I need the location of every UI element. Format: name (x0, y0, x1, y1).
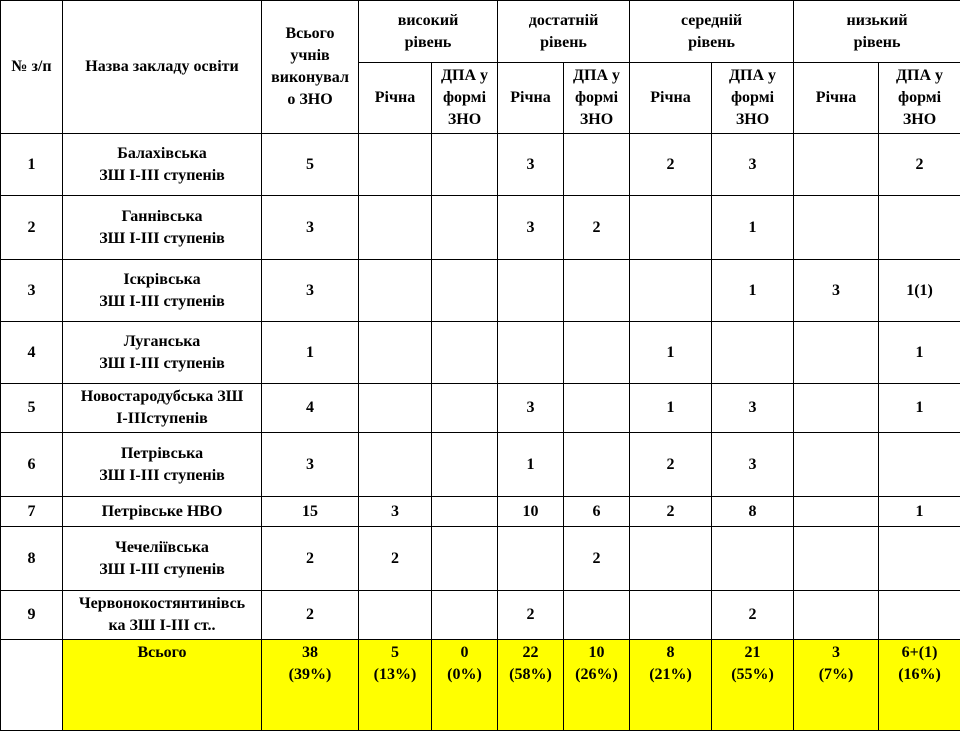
cell-sufficient-dpa: 6 (564, 497, 630, 527)
cell-total-students: 1 (262, 322, 359, 384)
school-name (63, 384, 262, 433)
school-name-line: Балахівська (65, 143, 259, 165)
school-name-line: ЗШ І-ІІІ ступенів (65, 465, 259, 487)
total-row-blank (1, 640, 63, 731)
cell-medium-dpa: 3 (712, 134, 794, 196)
cell-low-annual (794, 527, 879, 591)
subheader-dpa (564, 63, 630, 134)
total-cell-low-annual (794, 640, 879, 731)
cell-high-dpa (432, 433, 498, 497)
cell-medium-dpa (712, 322, 794, 384)
total-cell-line: 6+(1) (881, 642, 958, 664)
cell-high-dpa (432, 260, 498, 322)
cell-sufficient-annual (498, 322, 564, 384)
cell-medium-annual: 2 (630, 134, 712, 196)
total-cell-high-dpa (432, 640, 498, 731)
cell-total-students: 2 (262, 591, 359, 640)
row-number: 9 (1, 591, 63, 640)
subheader-dpa-line: ЗНО (434, 109, 495, 131)
cell-high-annual: 3 (359, 497, 432, 527)
cell-sufficient-dpa (564, 260, 630, 322)
school-name-line: І-ІІІступенів (65, 408, 259, 430)
cell-medium-annual (630, 591, 712, 640)
school-name-line: Луганська (65, 331, 259, 353)
cell-total-students: 4 (262, 384, 359, 433)
total-cell-line: (13%) (361, 664, 429, 686)
cell-low-dpa (879, 527, 960, 591)
row-number: 7 (1, 497, 63, 527)
table-row (1, 497, 960, 527)
subheader-dpa-line: формі (714, 87, 791, 109)
subheader-dpa-line: ДПА у (714, 65, 791, 87)
table-row (1, 527, 960, 591)
total-cell-line: (58%) (500, 664, 561, 686)
table-row (1, 322, 960, 384)
school-name (63, 196, 262, 260)
total-cell-line: 5 (361, 642, 429, 664)
school-name-line: Іскрівська (65, 269, 259, 291)
subheader-dpa-line: ЗНО (566, 109, 627, 131)
header-total-line: о ЗНО (264, 89, 356, 111)
total-cell-high-annual (359, 640, 432, 731)
cell-sufficient-annual: 2 (498, 591, 564, 640)
cell-sufficient-annual: 3 (498, 196, 564, 260)
subheader-annual: Річна (498, 63, 564, 134)
table-row (1, 591, 960, 640)
cell-low-dpa: 1 (879, 322, 960, 384)
total-label: Всього (63, 640, 262, 731)
cell-sufficient-annual: 1 (498, 433, 564, 497)
total-cell-medium-dpa (712, 640, 794, 731)
cell-medium-dpa: 2 (712, 591, 794, 640)
total-cell-line: 22 (500, 642, 561, 664)
header-level-line: високий (361, 10, 495, 32)
table-row (1, 134, 960, 196)
total-cell-line: (39%) (264, 664, 356, 686)
cell-sufficient-dpa (564, 384, 630, 433)
cell-high-annual (359, 591, 432, 640)
cell-medium-annual (630, 527, 712, 591)
cell-high-annual (359, 260, 432, 322)
total-cell-line: (0%) (434, 664, 495, 686)
row-number: 5 (1, 384, 63, 433)
cell-sufficient-dpa (564, 134, 630, 196)
cell-low-annual: 3 (794, 260, 879, 322)
school-name (63, 322, 262, 384)
header-level-line: рівень (361, 32, 495, 54)
cell-low-annual (794, 322, 879, 384)
table-row (1, 196, 960, 260)
table-row (1, 260, 960, 322)
cell-medium-annual: 1 (630, 322, 712, 384)
header-total-line: учнів (264, 45, 356, 67)
cell-medium-dpa: 3 (712, 384, 794, 433)
total-cell-line: 3 (796, 642, 876, 664)
cell-low-annual (794, 433, 879, 497)
cell-medium-dpa (712, 527, 794, 591)
total-cell-line: (7%) (796, 664, 876, 686)
cell-sufficient-annual (498, 260, 564, 322)
cell-low-annual (794, 497, 879, 527)
school-name-line: ка ЗШ І-ІІІ ст.. (65, 615, 259, 637)
header-level-low (794, 1, 960, 63)
subheader-dpa-line: ДПА у (881, 65, 958, 87)
header-total-students (262, 1, 359, 134)
header-level-line: середній (632, 10, 791, 32)
cell-medium-annual: 2 (630, 497, 712, 527)
total-cell-line: (55%) (714, 664, 791, 686)
subheader-dpa-line: формі (434, 87, 495, 109)
total-cell-line: 10 (566, 642, 627, 664)
header-level-line: рівень (632, 32, 791, 54)
school-name-line: Петрівське НВО (65, 501, 259, 523)
school-name-line: Новостародубська ЗШ (65, 386, 259, 408)
cell-total-students: 5 (262, 134, 359, 196)
header-level-medium (630, 1, 794, 63)
cell-low-dpa: 1 (879, 384, 960, 433)
table-row (1, 433, 960, 497)
cell-low-dpa: 1 (879, 497, 960, 527)
row-number: 6 (1, 433, 63, 497)
school-name-line: Чечеліївська (65, 537, 259, 559)
cell-sufficient-dpa (564, 433, 630, 497)
subheader-dpa-line: ДПА у (434, 65, 495, 87)
cell-medium-annual (630, 260, 712, 322)
cell-low-annual (794, 196, 879, 260)
cell-sufficient-dpa (564, 591, 630, 640)
total-cell-medium-annual (630, 640, 712, 731)
total-cell-sufficient-annual (498, 640, 564, 731)
cell-medium-dpa: 8 (712, 497, 794, 527)
cell-medium-annual (630, 196, 712, 260)
header-level-line: достатній (500, 10, 627, 32)
cell-sufficient-annual: 10 (498, 497, 564, 527)
cell-high-dpa (432, 591, 498, 640)
school-name-line: ЗШ І-ІІІ ступенів (65, 353, 259, 375)
cell-high-dpa (432, 134, 498, 196)
cell-high-annual (359, 384, 432, 433)
subheader-dpa-line: формі (881, 87, 958, 109)
cell-medium-dpa: 1 (712, 196, 794, 260)
subheader-annual: Річна (359, 63, 432, 134)
total-cell-students (262, 640, 359, 731)
cell-total-students: 3 (262, 433, 359, 497)
cell-total-students: 2 (262, 527, 359, 591)
school-name-line: Ганнівська (65, 206, 259, 228)
school-name-line: ЗШ І-ІІІ ступенів (65, 559, 259, 581)
cell-high-dpa (432, 196, 498, 260)
total-cell-line: 8 (632, 642, 709, 664)
cell-high-annual: 2 (359, 527, 432, 591)
header-level-line: низький (796, 10, 958, 32)
cell-medium-annual: 2 (630, 433, 712, 497)
school-name-line: ЗШ І-ІІІ ступенів (65, 291, 259, 313)
cell-low-annual (794, 591, 879, 640)
school-name (63, 591, 262, 640)
cell-low-dpa: 2 (879, 134, 960, 196)
total-cell-line: (21%) (632, 664, 709, 686)
cell-sufficient-dpa (564, 322, 630, 384)
school-name (63, 433, 262, 497)
cell-low-annual (794, 134, 879, 196)
row-number: 4 (1, 322, 63, 384)
row-number: 1 (1, 134, 63, 196)
school-name-line: Петрівська (65, 443, 259, 465)
subheader-dpa-line: ЗНО (881, 109, 958, 131)
school-name (63, 260, 262, 322)
cell-high-annual (359, 322, 432, 384)
cell-high-annual (359, 433, 432, 497)
row-number: 3 (1, 260, 63, 322)
table-row (1, 384, 960, 433)
subheader-dpa-line: ДПА у (566, 65, 627, 87)
cell-high-dpa (432, 384, 498, 433)
cell-low-dpa (879, 196, 960, 260)
header-level-line: рівень (500, 32, 627, 54)
header-school-name: Назва закладу освіти (63, 1, 262, 134)
total-row (1, 640, 960, 731)
cell-medium-dpa: 1 (712, 260, 794, 322)
cell-sufficient-annual (498, 527, 564, 591)
cell-high-annual (359, 196, 432, 260)
subheader-annual: Річна (630, 63, 712, 134)
total-cell-line: 38 (264, 642, 356, 664)
cell-high-dpa (432, 322, 498, 384)
cell-high-dpa (432, 527, 498, 591)
table-body (1, 134, 960, 731)
cell-sufficient-dpa: 2 (564, 527, 630, 591)
header-level-high (359, 1, 498, 63)
cell-total-students: 3 (262, 260, 359, 322)
school-name (63, 134, 262, 196)
school-name-line: ЗШ І-ІІІ ступенів (65, 228, 259, 250)
row-number: 8 (1, 527, 63, 591)
cell-total-students: 15 (262, 497, 359, 527)
header-total-line: Всього (264, 23, 356, 45)
total-cell-line: 21 (714, 642, 791, 664)
cell-sufficient-dpa: 2 (564, 196, 630, 260)
cell-total-students: 3 (262, 196, 359, 260)
subheader-dpa (712, 63, 794, 134)
header-number: № з/п (1, 1, 63, 134)
school-name (63, 527, 262, 591)
school-name (63, 497, 262, 527)
cell-low-annual (794, 384, 879, 433)
cell-sufficient-annual: 3 (498, 384, 564, 433)
cell-high-annual (359, 134, 432, 196)
cell-high-dpa (432, 497, 498, 527)
cell-medium-dpa: 3 (712, 433, 794, 497)
cell-sufficient-annual: 3 (498, 134, 564, 196)
cell-low-dpa (879, 433, 960, 497)
total-cell-line: (16%) (881, 664, 958, 686)
cell-low-dpa: 1(1) (879, 260, 960, 322)
subheader-annual: Річна (794, 63, 879, 134)
header-level-line: рівень (796, 32, 958, 54)
header-level-sufficient (498, 1, 630, 63)
subheader-dpa (879, 63, 960, 134)
row-number: 2 (1, 196, 63, 260)
subheader-dpa-line: ЗНО (714, 109, 791, 131)
total-cell-low-dpa (879, 640, 960, 731)
total-cell-line: (26%) (566, 664, 627, 686)
cell-low-dpa (879, 591, 960, 640)
school-name-line: Червонокостянтинівсь (65, 593, 259, 615)
subheader-dpa (432, 63, 498, 134)
cell-medium-annual: 1 (630, 384, 712, 433)
school-name-line: ЗШ І-ІІІ ступенів (65, 165, 259, 187)
header-total-line: виконувал (264, 67, 356, 89)
total-cell-line: 0 (434, 642, 495, 664)
subheader-dpa-line: формі (566, 87, 627, 109)
total-cell-sufficient-dpa (564, 640, 630, 731)
